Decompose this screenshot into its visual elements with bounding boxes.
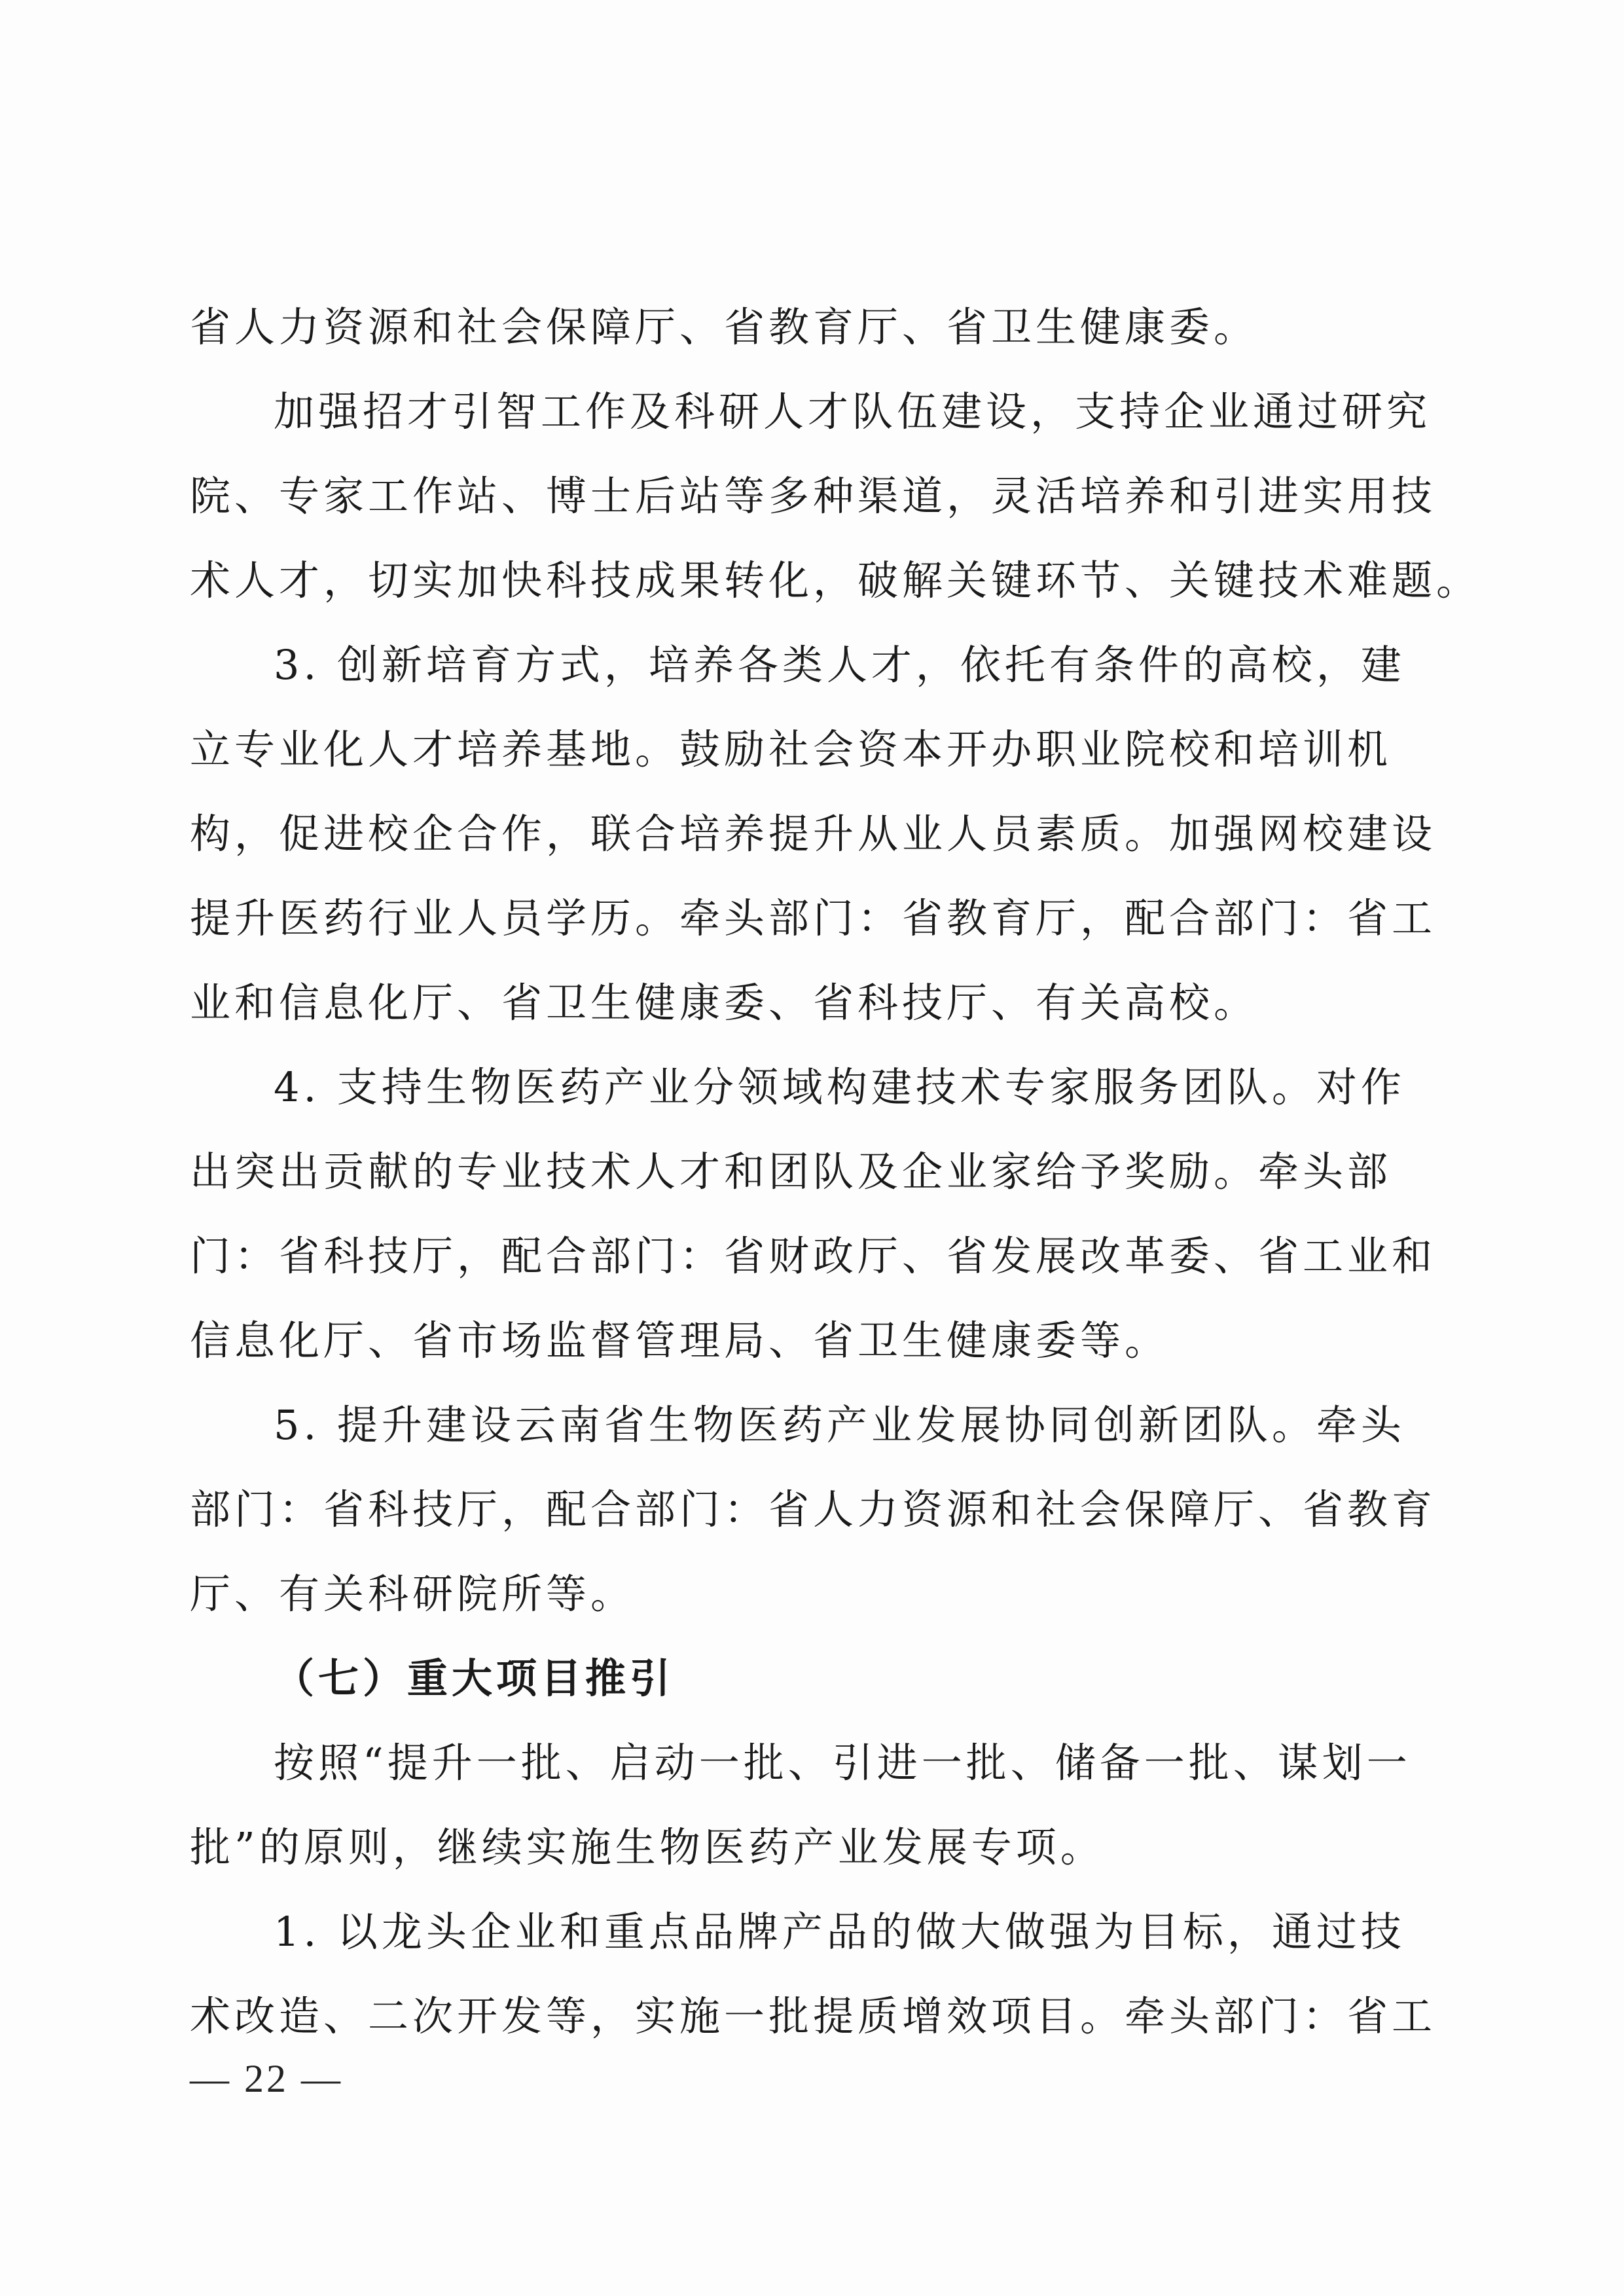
text-line: 1. 以龙头企业和重点品牌产品的做大做强为目标，通过技 [274,1908,1405,1956]
text-line: 术人才，切实加快科技成果转化，破解关键环节、关键技术难题。 [190,556,1481,604]
text-line: 省人力资源和社会保障厅、省教育厅、省卫生健康委。 [190,303,1259,351]
text-line: 部门：省科技厅，配合部门：省人力资源和社会保障厅、省教育 [190,1485,1437,1533]
text-line: 厅、有关科研院所等。 [190,1570,636,1618]
text-line: 5. 提升建设云南省生物医药产业发展协同创新团队。牵头 [274,1401,1405,1449]
section-heading: （七）重大项目推引 [274,1654,675,1702]
text-line: 4. 支持生物医药产业分领域构建技术专家服务团队。对作 [274,1063,1405,1111]
text-line: 加强招才引智工作及科研人才队伍建设，支持企业通过研究 [274,388,1432,435]
text-line: 业和信息化厅、省卫生健康委、省科技厅、有关高校。 [190,979,1259,1027]
text-line: 院、专家工作站、博士后站等多种渠道，灵活培养和引进实用技 [190,472,1437,520]
text-line: 信息化厅、省市场监督管理局、省卫生健康委等。 [190,1317,1170,1364]
text-line: 门：省科技厅，配合部门：省财政厅、省发展改革委、省工业和 [190,1232,1437,1280]
text-line: 出突出贡献的专业技术人才和团队及企业家给予奖励。牵头部 [190,1148,1392,1195]
text-line: 提升医药行业人员学历。牵头部门：省教育厅，配合部门：省工 [190,894,1437,942]
page-number: — 22 — [190,2057,343,2100]
text-line: 立专业化人才培养基地。鼓励社会资本开办职业院校和培训机 [190,725,1392,773]
text-line: 批”的原则，继续实施生物医药产业发展专项。 [190,1823,1105,1871]
text-line: 3. 创新培育方式，培养各类人才，依托有条件的高校，建 [274,641,1405,689]
text-line: 按照“提升一批、启动一批、引进一批、储备一批、谋划一 [274,1739,1411,1787]
text-line: 术改造、二次开发等，实施一批提质增效项目。牵头部门：省工 [190,1992,1437,2040]
text-line: 构，促进校企合作，联合培养提升从业人员素质。加强网校建设 [190,810,1437,858]
